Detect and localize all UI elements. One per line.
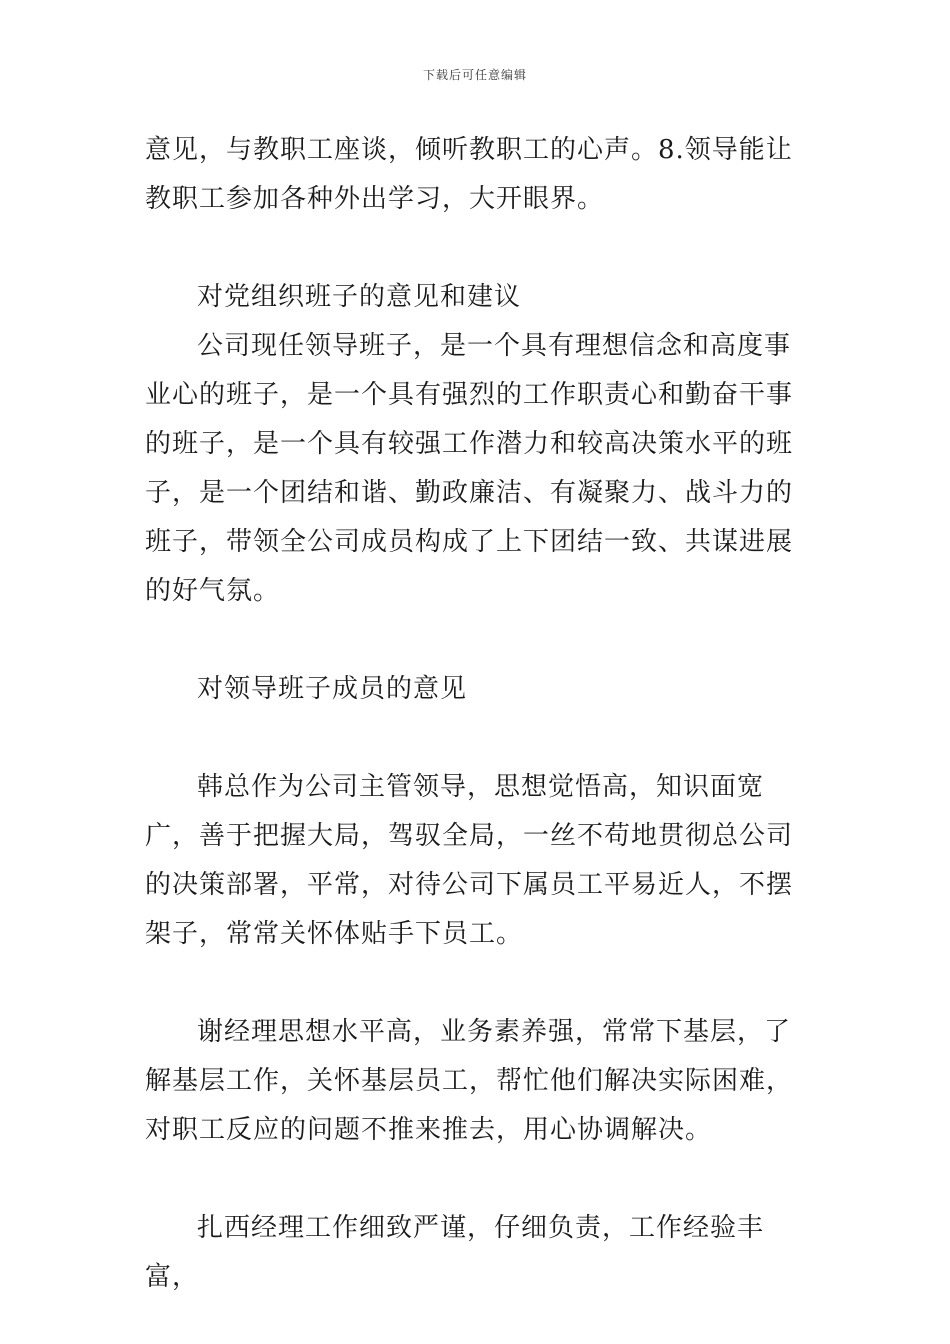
page-header: 下载后可任意编辑 [422, 68, 527, 82]
section-heading-party-organization: 对党组织班子的意见和建议 [197, 282, 522, 312]
spacer [145, 616, 810, 665]
section-heading-team-members: 对领导班子成员的意见 [197, 674, 468, 704]
paragraph-zhaxi: 扎西经理工作细致严谨，仔细负责，工作经验丰富， [145, 1213, 765, 1292]
spacer [145, 959, 810, 1008]
paragraph-continued: 意见，与教职工座谈，倾听教职工的心声。8.领导能让教职工参加各种外出学习，大开眼界。 [145, 135, 793, 214]
spacer [145, 714, 810, 763]
paragraph-leadership-team: 公司现任领导班子，是一个具有理想信念和高度事业心的班子，是一个具有强烈的工作职责心和勤奋干事的班子，是一个具有较强工作潜力和较高决策水平的班子，是一个团结和谐、勤政廉洁、有凝聚力、战斗力的班子，带领全公司成员构成了上下团结一致、共谋进展的好气氛。 [145, 331, 794, 606]
paragraph-han: 韩总作为公司主管领导，思想觉悟高，知识面宽广，善于把握大局，驾驭全局，一丝不苟地贯彻总公司的决策部署，平常，对待公司下属员工平易近人，不摆架子，常常关怀体贴手下员工。 [145, 772, 794, 949]
document-body [145, 126, 810, 1302]
spacer [145, 1155, 810, 1204]
paragraph-xie: 谢经理思想水平高，业务素养强，常常下基层，了解基层工作，关怀基层员工，帮忙他们解决实际困难，对职工反应的问题不推来推去，用心协调解决。 [145, 1017, 794, 1145]
spacer [145, 224, 810, 273]
